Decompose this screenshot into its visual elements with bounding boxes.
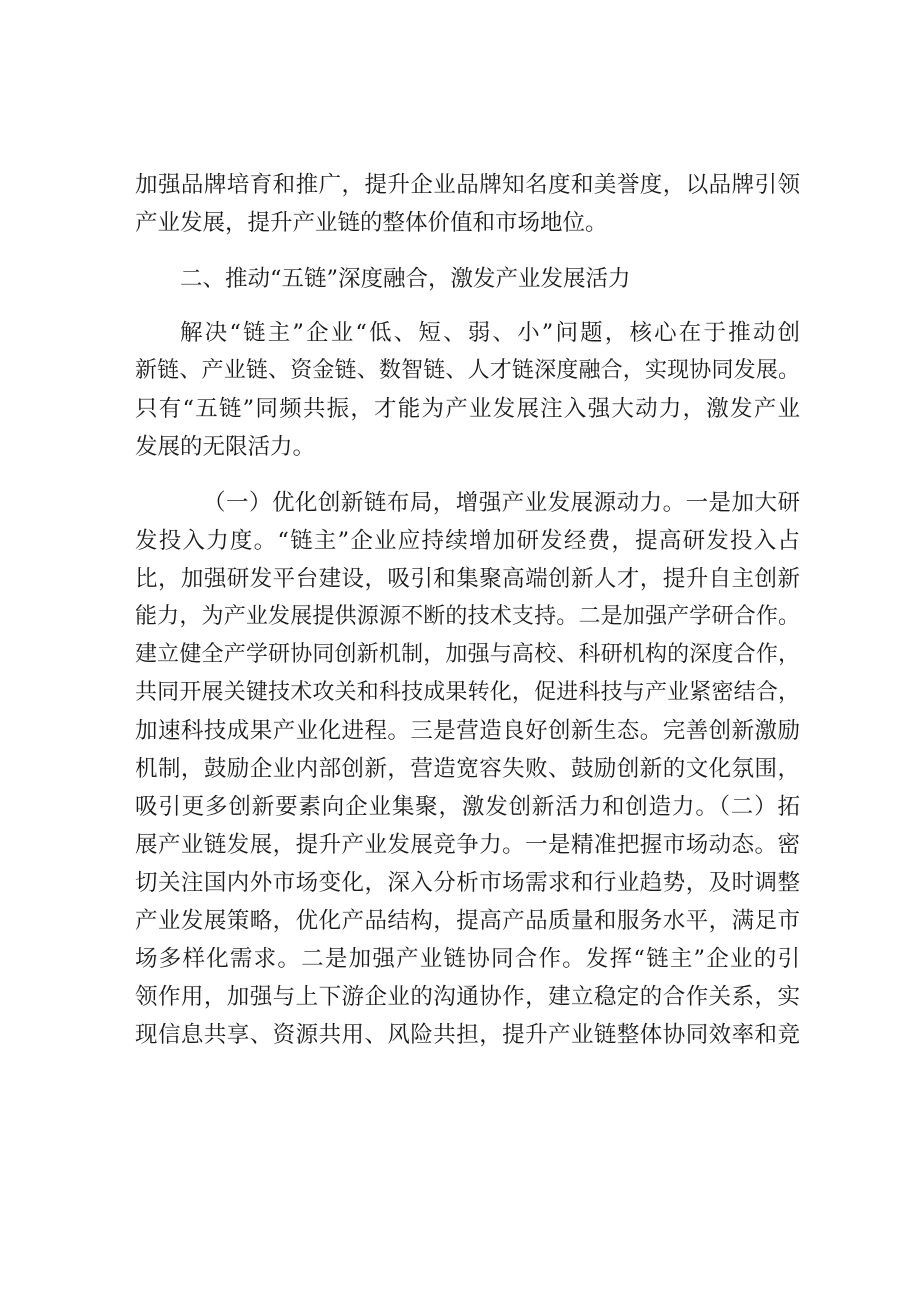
text-line: 加强品牌培育和推广，提升企业品牌知名度和美誉度，以品牌引领 xyxy=(135,172,800,198)
text-line: 吸引更多创新要素向企业集聚，激发创新活力和创造力。（二）拓 xyxy=(135,794,800,820)
paragraph-five-chains xyxy=(135,314,800,466)
text-line: 领作用，加强与上下游企业的沟通协作，建立稳定的合作关系，实 xyxy=(135,984,800,1010)
text-line: （一）优化创新链布局，增强产业发展源动力。一是加大研 xyxy=(203,490,800,516)
section-heading xyxy=(135,260,800,298)
text-line: 机制，鼓励企业内部创新，营造宽容失败、鼓励创新的文化氛围， xyxy=(135,756,800,782)
text-line: 建立健全产学研协同创新机制，加强与高校、科研机构的深度合作， xyxy=(135,642,800,667)
text-line: 加速科技成果产业化进程。三是营造良好创新生态。完善创新激励 xyxy=(135,718,800,744)
text-line: 新链、产业链、资金链、数智链、人才链深度融合，实现协同发展。 xyxy=(135,358,800,383)
text-line: 发投入力度。“链主”企业应持续增加研发经费，提高研发投入占 xyxy=(135,528,800,554)
paragraph-innovation-chain xyxy=(135,484,800,1054)
section-heading-text: 二、推动“五链”深度融合，激发产业发展活力 xyxy=(180,266,631,292)
paragraph-brand-cultivation xyxy=(135,166,800,242)
text-line: 产业发展策略，优化产品结构，提高产品质量和服务水平，满足市 xyxy=(135,908,800,934)
text-line: 比，加强研发平台建设，吸引和集聚高端创新人才，提升自主创新 xyxy=(135,566,800,592)
text-line: 解决“链主”企业“低、短、弱、小”问题，核心在于推动创 xyxy=(180,320,800,346)
text-line: 场多样化需求。二是加强产业链协同合作。发挥“链主”企业的引 xyxy=(135,946,800,972)
text-line: 切关注国内外市场变化，深入分析市场需求和行业趋势，及时调整 xyxy=(135,870,800,896)
text-line: 共同开展关键技术攻关和科技成果转化，促进科技与产业紧密结合， xyxy=(135,680,800,705)
text-line: 发展的无限活力。 xyxy=(135,434,316,460)
text-line: 展产业链发展，提升产业发展竞争力。一是精准把握市场动态。密 xyxy=(135,832,800,858)
text-line: 现信息共享、资源共用、风险共担，提升产业链整体协同效率和竞 xyxy=(135,1022,800,1048)
text-line: 只有“五链”同频共振，才能为产业发展注入强大动力，激发产业 xyxy=(135,396,800,422)
text-line: 产业发展，提升产业链的整体价值和市场地位。 xyxy=(135,210,608,236)
text-line: 能力，为产业发展提供源源不断的技术支持。二是加强产学研合作。 xyxy=(135,604,800,629)
